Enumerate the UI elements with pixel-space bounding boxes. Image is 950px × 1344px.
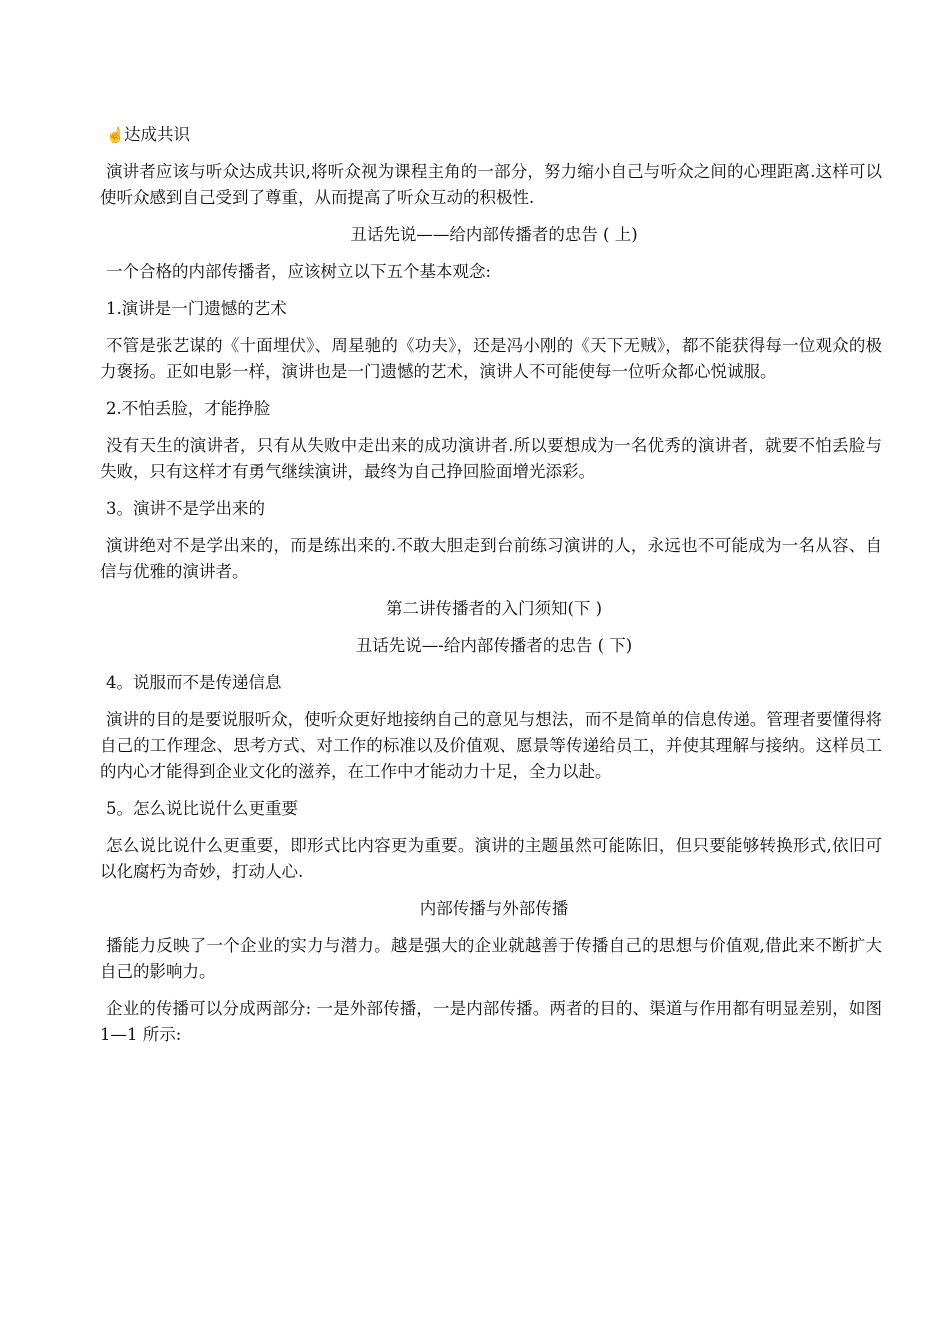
lecture-title-2: 第二讲传播者的入门须知(下 )	[385, 599, 603, 618]
intro-line: 一个合格的内部传播者，应该树立以下五个基本观念:	[106, 262, 492, 281]
paragraph-point-3: 演讲绝对不是学出来的，而是练出来的.不敢大胆走到台前练习演讲的人，永远也不可能成为一名从容、自信与优雅的演讲者。	[100, 536, 882, 581]
point-heading-4: 4。说服而不是传递信息	[106, 673, 282, 692]
point-heading-2: 2.不怕丢脸，才能挣脸	[106, 399, 271, 418]
handshake-icon: ☝	[106, 126, 125, 144]
heading-text: 达成共识	[124, 125, 190, 144]
paragraph-point-5: 怎么说比说什么更重要，即形式比内容更为重要。演讲的主题虽然可能陈旧，但只要能够转换形式,依旧可以化腐朽为奇妙，打动人心.	[100, 836, 882, 881]
section-heading-consensus	[106, 122, 882, 148]
section-title-advice-part1: 丑话先说——给内部传播者的忠告 ( 上)	[350, 225, 638, 244]
section-title-advice-part2: 丑话先说—-给内部传播者的忠告 ( 下)	[355, 636, 633, 655]
paragraph-point-1: 不管是张艺谋的《十面埋伏》、周星驰的《功夫》，还是冯小刚的《天下无贼》，都不能获得每一位观众的极力褒扬。正如电影一样，演讲也是一门遗憾的艺术，演讲人不可能使每一位听众都心悦诚服。	[100, 336, 882, 381]
paragraph-capability: 播能力反映了一个企业的实力与潜力。越是强大的企业就越善于传播自己的思想与价值观,借此来不断扩大自己的影响力。	[100, 936, 882, 981]
paragraph-point-4: 演讲的目的是要说服听众，使听众更好地接纳自己的意见与想法，而不是简单的信息传递。管理者要懂得将自己的工作理念、思考方式、对工作的标准以及价值观、愿景等传递给员工，并使其理解与接纳。这样员工的内心才能得到企业文化的滋养，在工作中才能动力十足，全力以赴。	[100, 710, 882, 781]
paragraph-consensus: 演讲者应该与听众达成共识,将听众视为课程主角的一部分，努力缩小自己与听众之间的心理距离.这样可以使听众感到自己受到了尊重，从而提高了听众互动的积极性.	[100, 162, 882, 207]
section-title-internal-external: 内部传播与外部传播	[419, 899, 569, 918]
paragraph-two-parts: 企业的传播可以分成两部分: 一是外部传播，一是内部传播。两者的目的、渠道与作用都有明显差别，如图 1—1 所示:	[100, 999, 882, 1044]
paragraph-point-2: 没有天生的演讲者，只有从失败中走出来的成功演讲者.所以要想成为一名优秀的演讲者，就要不怕丢脸与失败，只有这样才有勇气继续演讲，最终为自己挣回脸面增光添彩。	[100, 436, 882, 481]
point-heading-1: 1.演讲是一门遗憾的艺术	[106, 299, 287, 318]
point-heading-5: 5。怎么说比说什么更重要	[106, 799, 298, 818]
point-heading-3: 3。演讲不是学出来的	[106, 499, 265, 518]
document-page	[100, 122, 882, 1059]
